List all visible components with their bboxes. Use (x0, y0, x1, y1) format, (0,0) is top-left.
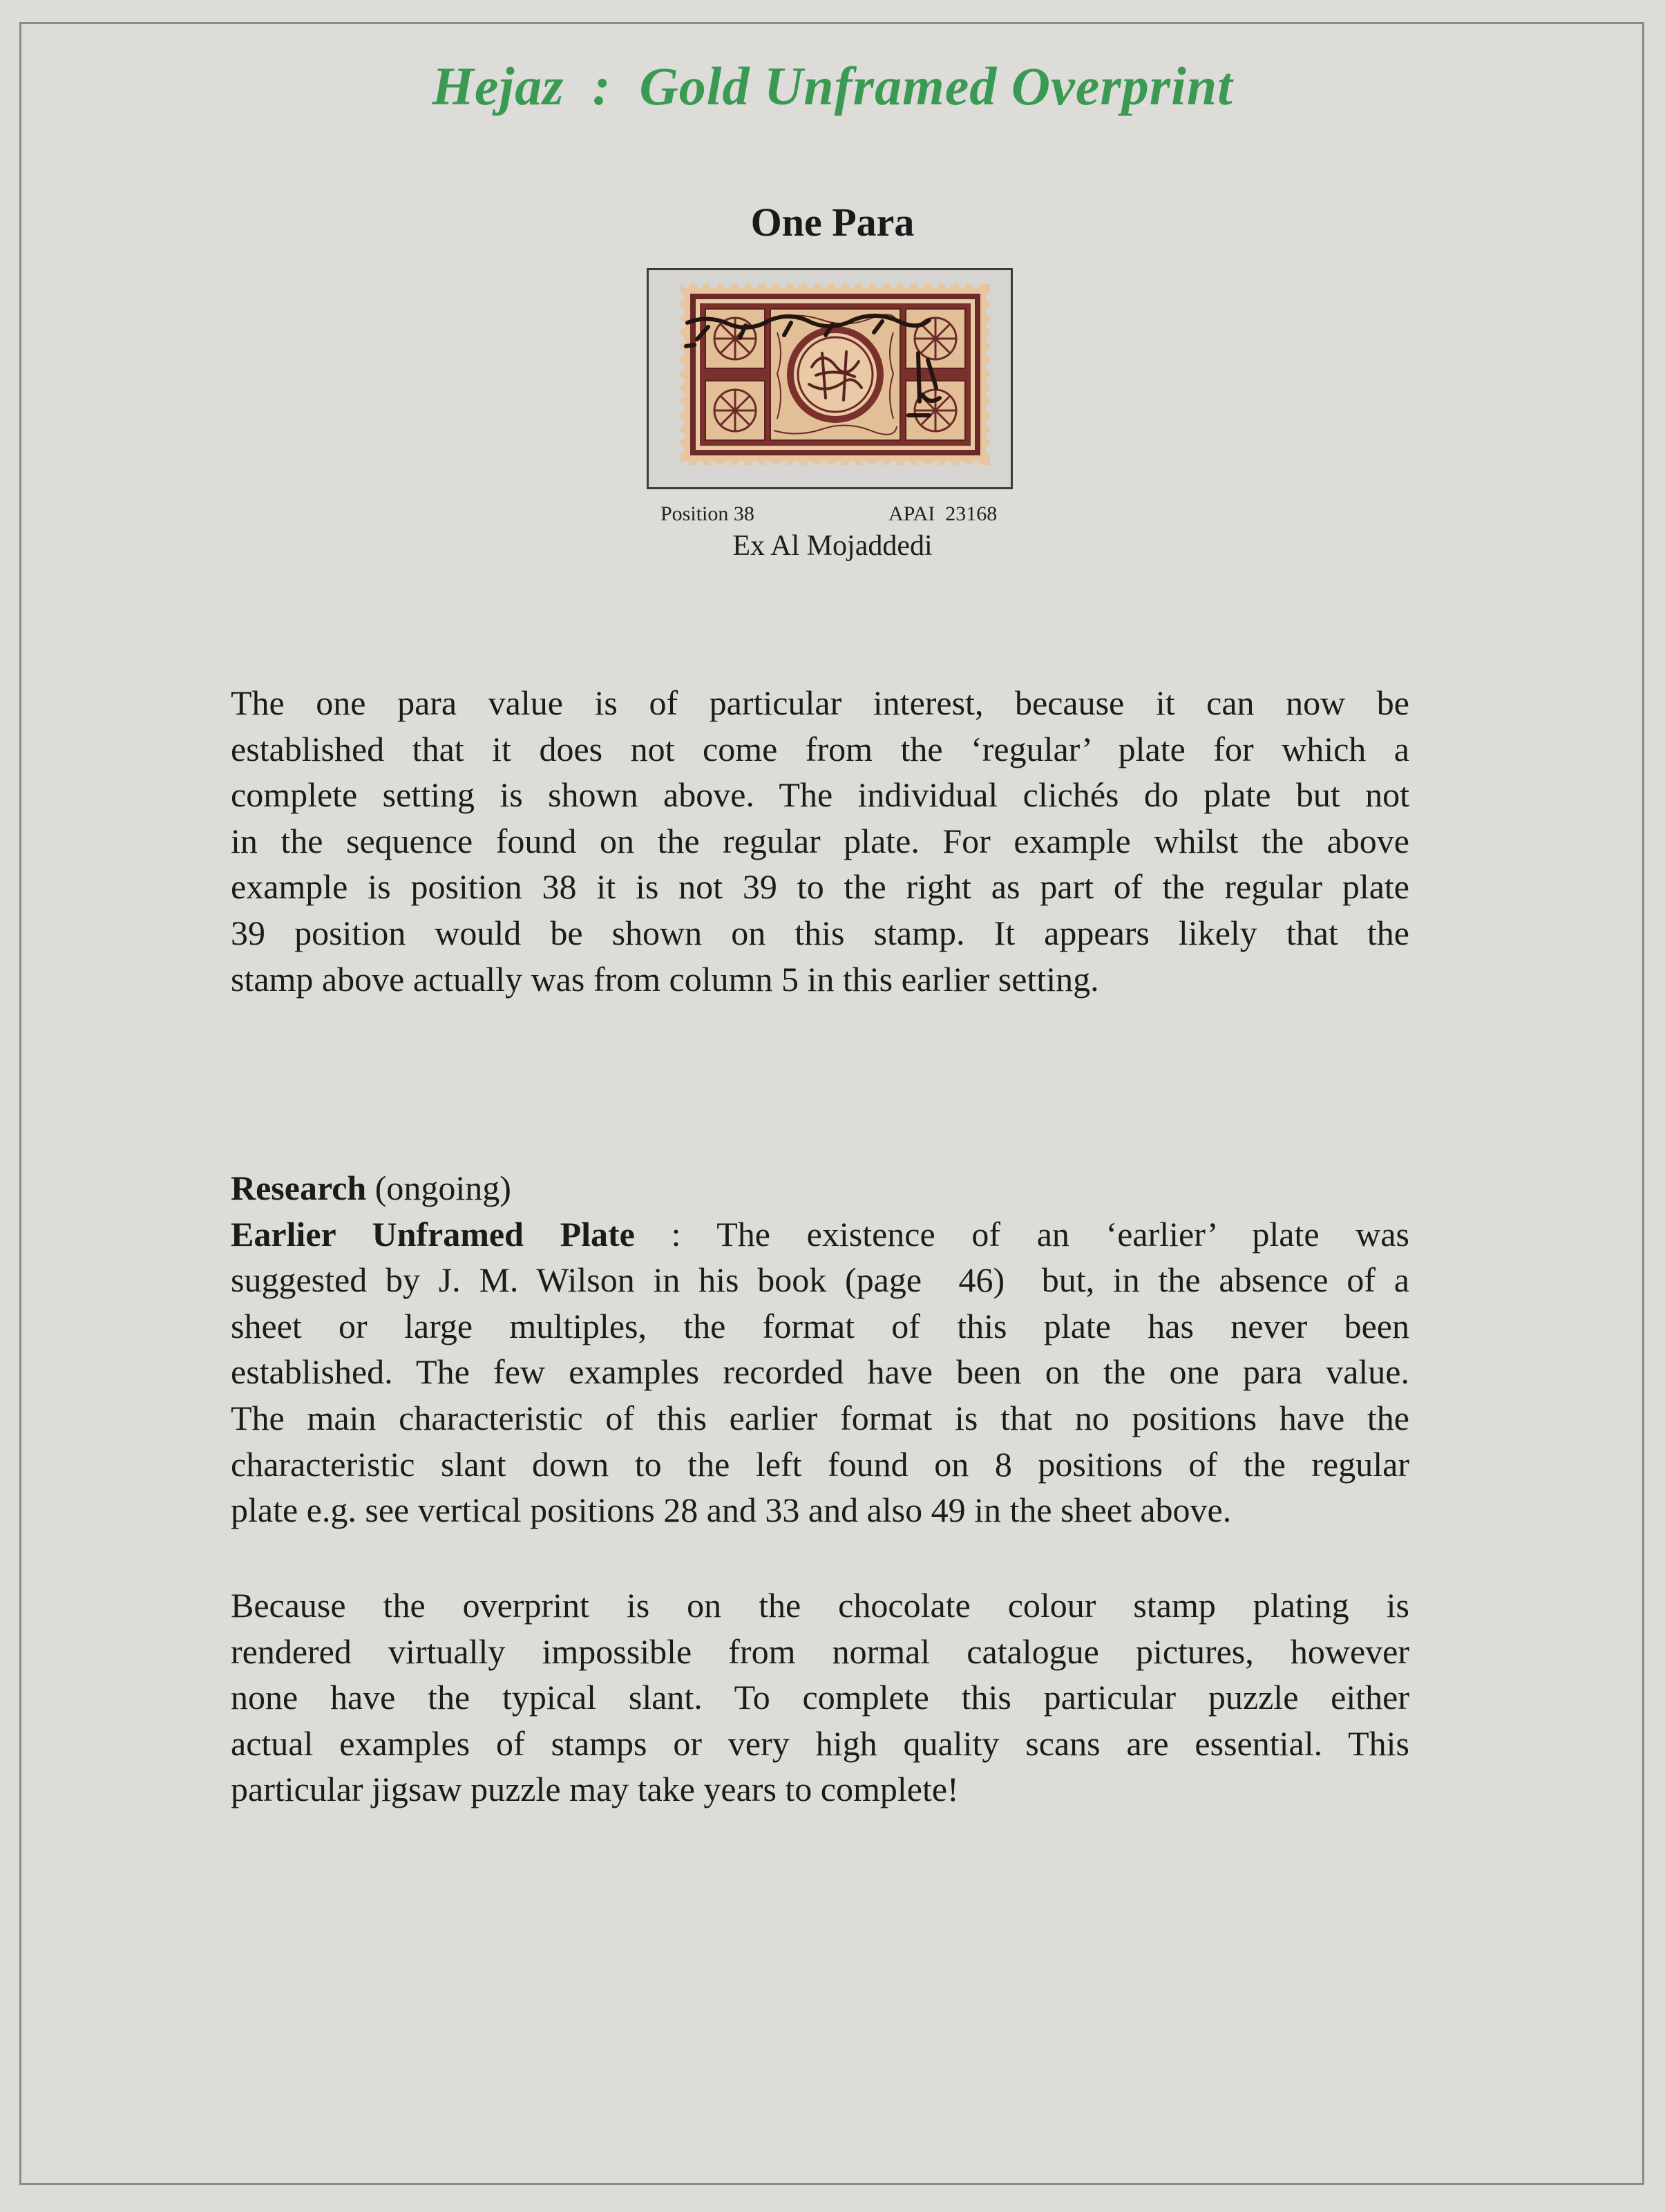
research-first-line: : The existence of an ‘earlier’ plate was (634, 1214, 1409, 1254)
text-line: suggested by J. M. Wilson in his book (page 46) but, in the absence of a (231, 1260, 1409, 1300)
research-heading: Research (231, 1169, 367, 1207)
stamp-image (681, 284, 990, 465)
text-line: actual examples of stamps or very high quality scans are essential. This (231, 1723, 1409, 1763)
text-line: The main characteristic of this earlier format is that no positions have the (231, 1398, 1409, 1437)
research-subheading-line (231, 1211, 1409, 1258)
research-heading-note: (ongoing) (366, 1169, 511, 1207)
text-line: characteristic slant down to the left found on 8 positions of the regular (231, 1444, 1409, 1484)
stamp-provenance-caption: Ex Al Mojaddedi (732, 530, 933, 562)
stamp-position-caption: Position 38 (660, 502, 754, 525)
text-line: Because the overprint is on the chocolate colour stamp plating is (231, 1586, 1409, 1625)
text-line: 39 position would be shown on this stamp. It appears likely that the (231, 913, 1409, 952)
text-line: example is position 38 it is not 39 to the right as part of the regular plate (231, 867, 1409, 907)
description-paragraph (231, 680, 1409, 1002)
page-title: Hejaz : Gold Unframed Overprint (432, 56, 1233, 116)
text-line: established. The few examples recorded have been on the one para value. (231, 1352, 1409, 1392)
research-subheading: Earlier Unframed Plate (231, 1214, 635, 1254)
text-line: stamp above actually was from column 5 in this earlier setting. (231, 959, 1099, 999)
text-line: sheet or large multiples, the format of this plate has never been (231, 1306, 1409, 1345)
conclusion-paragraph (231, 1582, 1409, 1813)
stamp-value-heading: One Para (750, 200, 915, 245)
text-line: particular jigsaw puzzle may take years to complete! (231, 1770, 959, 1809)
research-section (231, 1165, 1409, 1533)
stamp-apai-caption: APAI 23168 (888, 502, 998, 525)
text-line: complete setting is shown above. The individual clichés do plate but not (231, 775, 1409, 815)
text-line: The one para value is of particular interest, because it can now be (231, 683, 1409, 722)
text-line: in the sequence found on the regular plate. For example whilst the above (231, 821, 1409, 860)
text-line: plate e.g. see vertical positions 28 and 33 and also 49 in the sheet above. (231, 1491, 1232, 1530)
stamp-mount (647, 268, 1013, 489)
text-line: none have the typical slant. To complete this particular puzzle either (231, 1678, 1409, 1717)
text-line: established that it does not come from the ‘regular’ plate for which a (231, 729, 1409, 768)
research-heading-line (231, 1165, 1409, 1211)
text-line: rendered virtually impossible from normal catalogue pictures, however (231, 1632, 1409, 1671)
